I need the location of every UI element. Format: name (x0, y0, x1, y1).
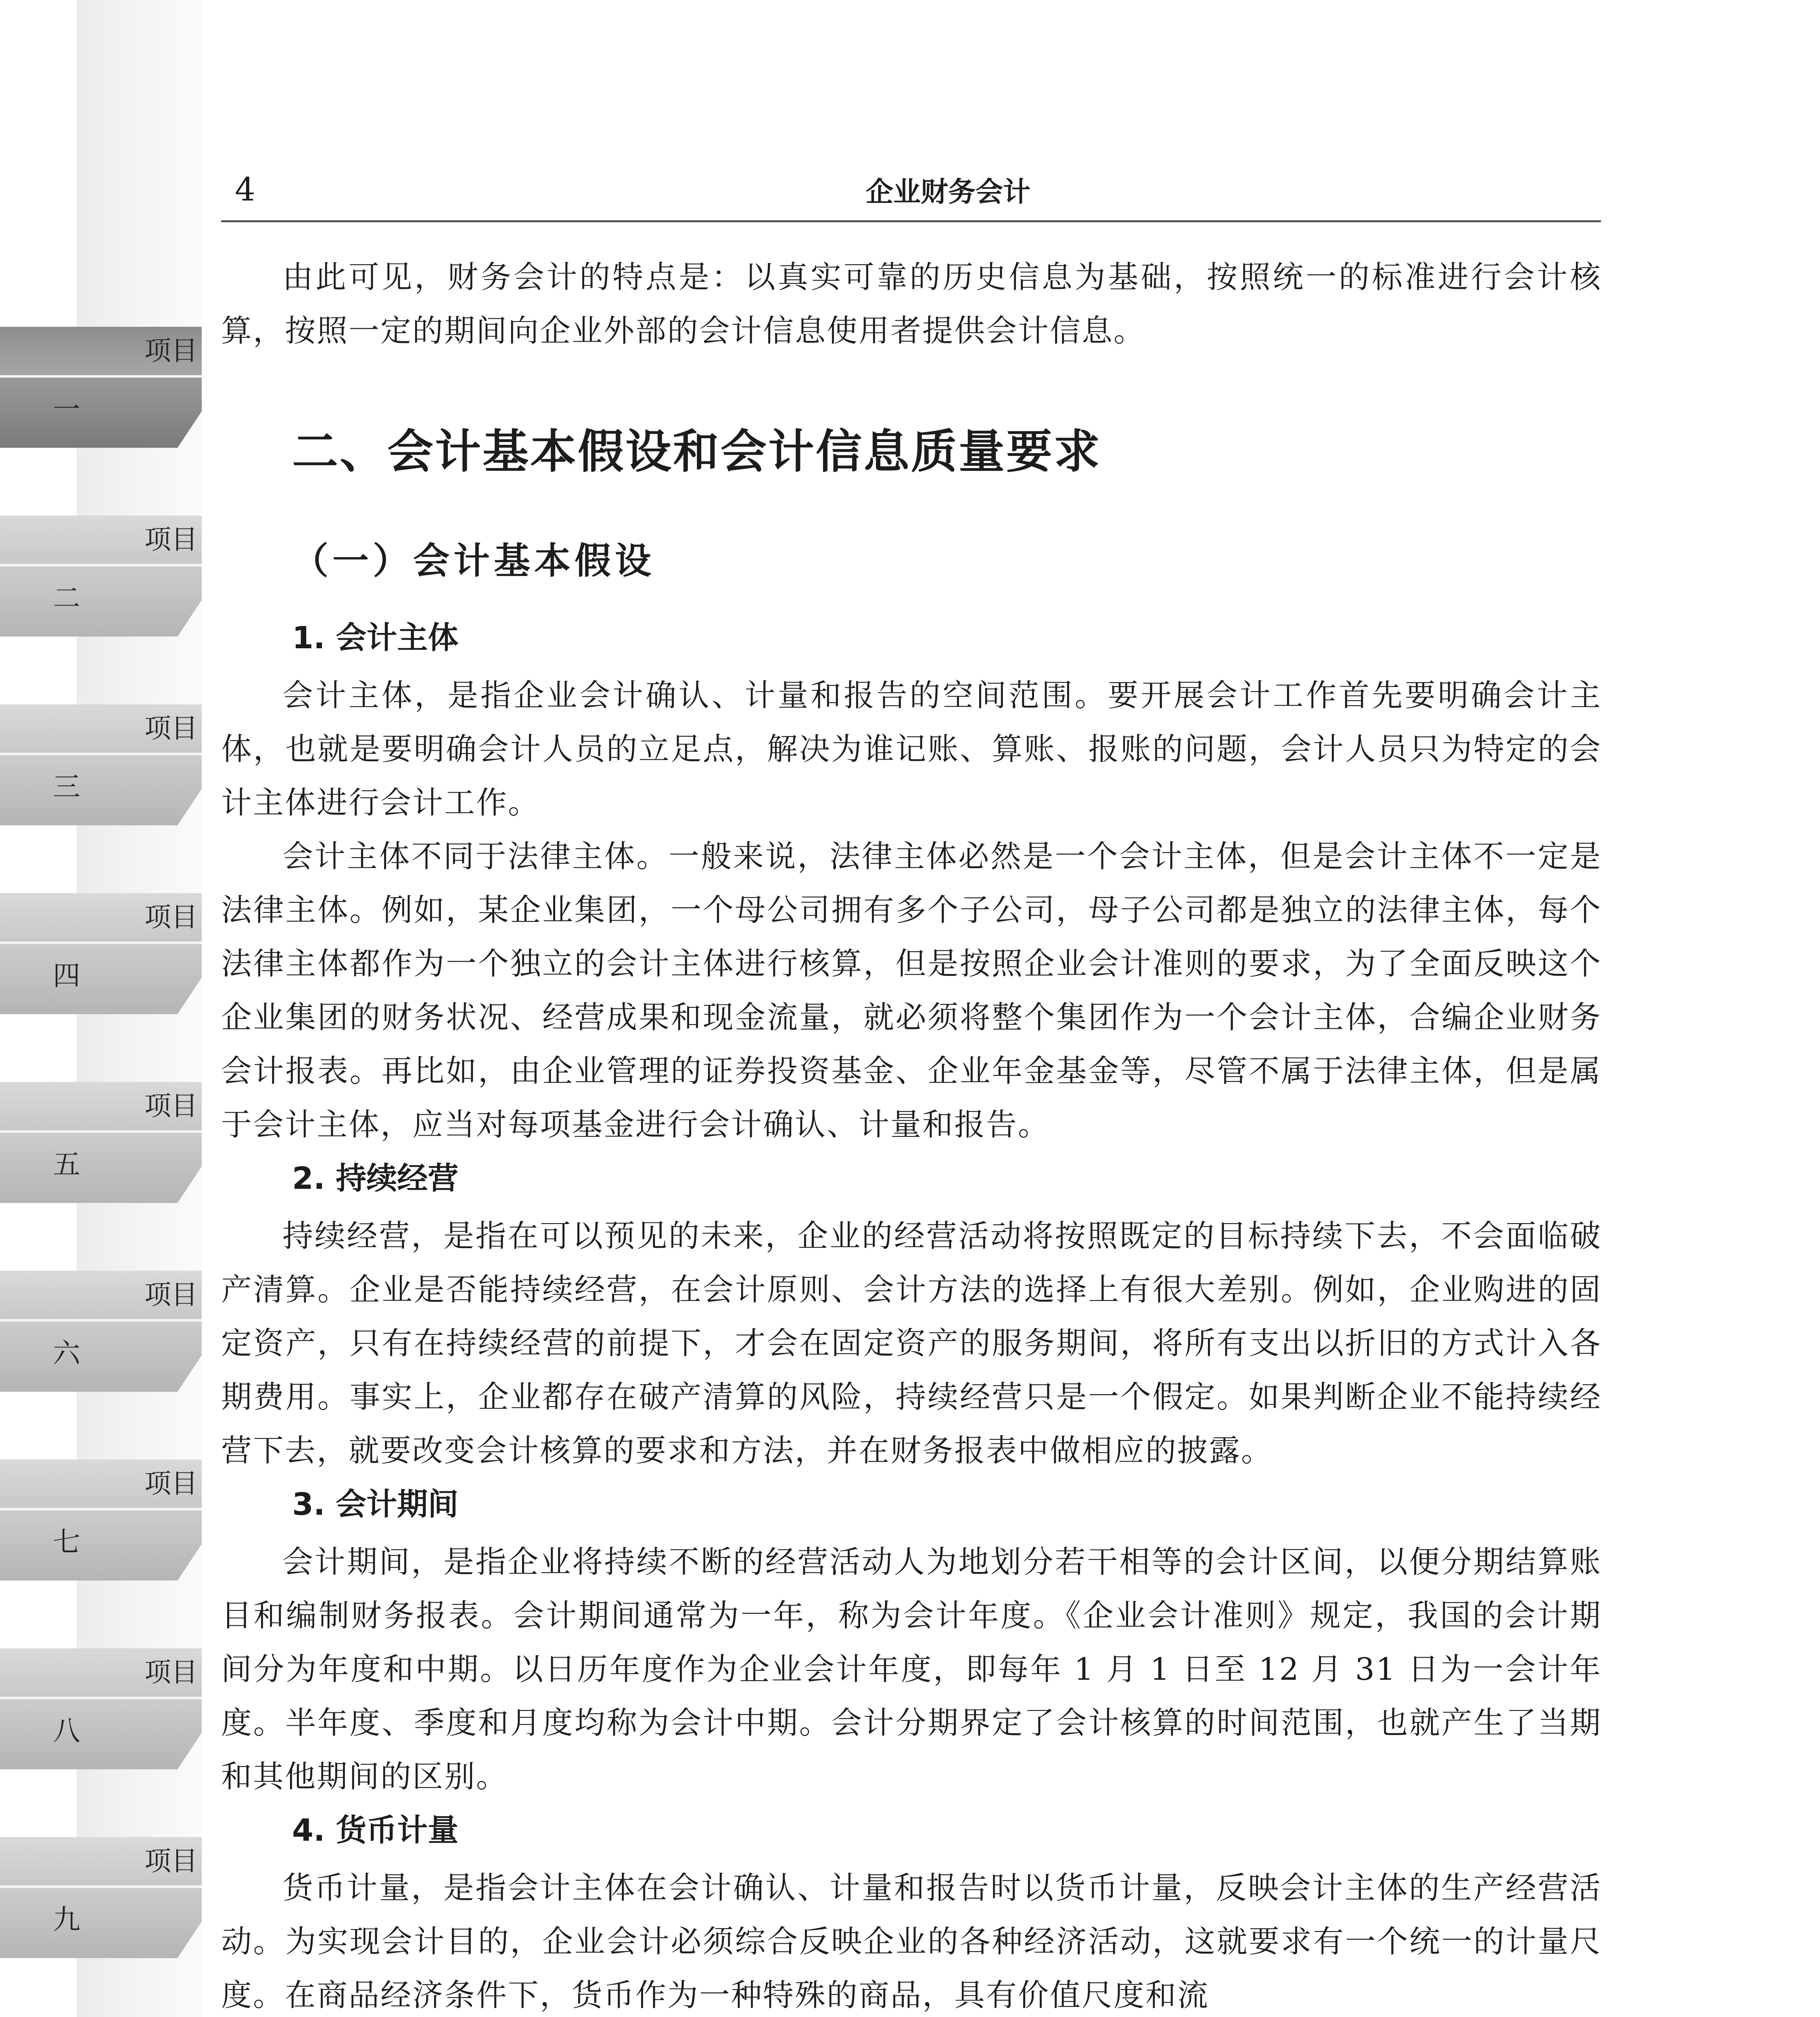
side-tab-label: 项目 (144, 1279, 198, 1310)
side-tab-number: 九 (52, 1904, 80, 1936)
item-title-accounting-entity: 1. 会计主体 (292, 620, 459, 656)
side-tab-label: 项目 (144, 1090, 198, 1121)
body-paragraph: 会计期间，是指企业将持续不断的经营活动人为地划分若干相等的会计区间，以便分期结算账目和编制财务报表。会计期间通常为一年，称为会计年度。《企业会计准则》规定，我国的会计期间分为年度和中期。以日历年度作为企业会计年度，即每年 1 月 1 日至 12 月 31 日为一会计年度。半年度、季度和月度均称为会计中期。会计分期界定了会计核算的时间范围，也就产生了当期和其他期间的区别。 (221, 1544, 1602, 1794)
side-tab-6[interactable] (0, 1271, 202, 1392)
intro-paragraph: 由此可见，财务会计的特点是：以真实可靠的历史信息为基础，按照统一的标准进行会计核算，按照一定的期间向企业外部的会计信息使用者提供会计信息。 (221, 259, 1602, 349)
side-tab-label: 项目 (144, 524, 198, 555)
item-title-accounting-period: 3. 会计期间 (292, 1486, 459, 1522)
running-title: 企业财务会计 (865, 176, 1030, 208)
side-tab-3[interactable] (0, 704, 202, 825)
side-tab-5[interactable] (0, 1082, 202, 1203)
side-tab-number: 六 (52, 1338, 80, 1370)
side-tab-label: 项目 (144, 1846, 198, 1877)
side-tab-label: 项目 (144, 713, 198, 744)
side-tab-number: 四 (52, 960, 80, 992)
side-tab-number: 七 (52, 1526, 80, 1558)
body-paragraph: 货币计量，是指会计主体在会计确认、计量和报告时以货币计量，反映会计主体的生产经营活动。为实现会计目的，企业会计必须综合反映企业的各种经济活动，这就要求有一个统一的计量尺度。在商品经济条件下，货币作为一种特殊的商品，具有价值尺度和流 (221, 1870, 1602, 2013)
side-tab-label: 项目 (144, 902, 198, 933)
side-tab-8[interactable] (0, 1648, 202, 1769)
side-tab-1[interactable] (0, 327, 202, 448)
side-tab-number: 八 (52, 1715, 80, 1747)
side-tab-7[interactable] (0, 1460, 202, 1581)
body-paragraph: 会计主体不同于法律主体。一般来说，法律主体必然是一个会计主体，但是会计主体不一定是法律主体。例如，某企业集团，一个母公司拥有多个子公司，母子公司都是独立的法律主体，每个法律主体都作为一个独立的会计主体进行核算，但是按照企业会计准则的要求，为了全面反映这个企业集团的财务状况、经营成果和现金流量，就必须将整个集团作为一个会计主体，合编企业财务会计报表。再比如，由企业管理的证券投资基金、企业年金基金等，尽管不属于法律主体，但是属于会计主体，应当对每项基金进行会计确认、计量和报告。 (221, 838, 1602, 1142)
section-title: 二、会计基本假设和会计信息质量要求 (292, 425, 1102, 478)
side-tab-4[interactable] (0, 893, 202, 1014)
body-paragraph: 会计主体，是指企业会计确认、计量和报告的空间范围。要开展会计工作首先要明确会计主体，也就是要明确会计人员的立足点，解决为谁记账、算账、报账的问题，会计人员只为特定的会计主体进行会计工作。 (221, 677, 1602, 821)
body-paragraph: 持续经营，是指在可以预见的未来，企业的经营活动将按照既定的目标持续下去，不会面临破产清算。企业是否能持续经营，在会计原则、会计方法的选择上有很大差别。例如，企业购进的固定资产，只有在持续经营的前提下，才会在固定资产的服务期间，将所有支出以折旧的方式计入各期费用。事实上，企业都存在破产清算的风险，持续经营只是一个假定。如果判断企业不能持续经营下去，就要改变会计核算的要求和方法，并在财务报表中做相应的披露。 (221, 1218, 1602, 1468)
page-number: 4 (235, 171, 255, 208)
item-title-monetary-measurement: 4. 货币计量 (292, 1812, 459, 1848)
side-tab-2[interactable] (0, 516, 202, 637)
side-tab-label: 项目 (144, 335, 198, 366)
subsection-title: （一）会计基本假设 (292, 539, 655, 582)
header-rule (221, 220, 1601, 222)
item-title-going-concern: 2. 持续经营 (292, 1160, 459, 1196)
side-tab-number: 一 (52, 394, 80, 426)
side-tab-number: 三 (52, 771, 80, 803)
side-tab-label: 项目 (144, 1468, 198, 1499)
side-tab-number: 二 (52, 583, 80, 614)
side-tab-number: 五 (52, 1149, 80, 1181)
side-tab-label: 项目 (144, 1657, 198, 1688)
side-tab-9[interactable] (0, 1837, 202, 1958)
page-body (221, 250, 1602, 2017)
